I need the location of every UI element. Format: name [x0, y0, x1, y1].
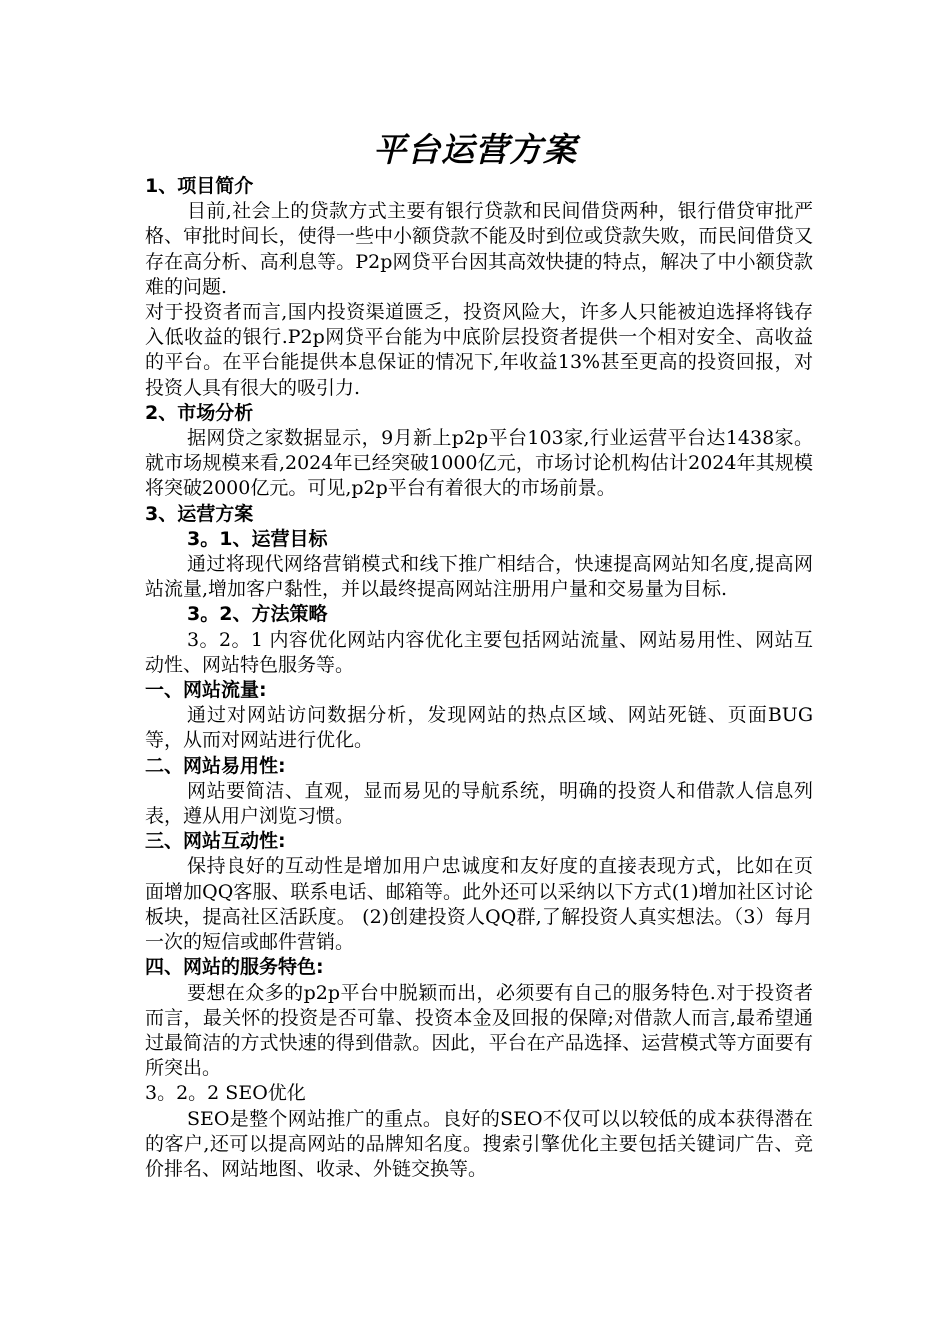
subsection-heading-3-2-2: 3。2。2 SEO优化	[145, 1082, 306, 1105]
paragraph-usability: 网站要简洁、直观，显而易见的导航系统，明确的投资人和借款人信息列表，遵从用户浏览习惯。	[145, 779, 813, 828]
document-title: 平台运营方案	[373, 130, 577, 169]
paragraph-interactivity: 保持良好的互动性是增加用户忠诚度和友好度的直接表现方式，比如在页面增加QQ客服、联系电话、邮箱等。此外还可以采纳以下方式(1)增加社区讨论板块，提高社区活跃度。 (2)创建投资人QQ群,了解投资人真实想法。（3）每月一次的短信或邮件营销。	[145, 855, 813, 954]
paragraph-traffic: 通过对网站访问数据分析，发现网站的热点区域、网站死链、页面BUG等，从而对网站进行优化。	[145, 704, 813, 752]
item-heading-interactivity: 三、网站互动性:	[145, 830, 286, 853]
section-heading-2: 2、市场分析	[145, 401, 254, 424]
document-body	[145, 174, 813, 1182]
section-heading-1: 1、项目简介	[145, 175, 254, 197]
subsection-heading-3-2: 3。2、方法策略	[187, 603, 328, 626]
item-heading-service: 四、网站的服务特色:	[145, 956, 324, 979]
item-heading-usability: 二、网站易用性:	[145, 754, 286, 777]
paragraph-1-2: 对于投资者而言,国内投资渠道匮乏，投资风险大，许多人只能被迫选择将钱存入低收益的银行.P2p网贷平台能为中底阶层投资者提供一个相对安全、高收益的平台。在平台能提供本息保证的情况下,年收益13%甚至更高的投资回报，对投资人具有很大的吸引力.	[145, 301, 813, 399]
paragraph-service: 要想在众多的p2p平台中脱颖而出，必须要有自己的服务特色.对于投资者而言，最关怀的投资是否可靠、投资本金及回报的保障;对借款人而言,最希望通过最简洁的方式快速的得到借款。因此，平台在产品选择、运营模式等方面要有所突出。	[145, 981, 813, 1080]
paragraph-3-2-1: 3。2。1 内容优化网站内容优化主要包括网站流量、网站易用性、网站互动性、网站特色服务等。	[145, 628, 813, 676]
item-heading-traffic: 一、网站流量:	[145, 679, 267, 702]
subsection-heading-3-1: 3。1、运营目标	[187, 527, 328, 550]
paragraph-1-1: 目前,社会上的贷款方式主要有银行贷款和民间借贷两种，银行借贷审批严格、审批时间长，使得一些中小额贷款不能及时到位或贷款失败，而民间借贷又存在高分析、高利息等。P2p网贷平台因其高效快捷的特点，解决了中小额贷款难的问题.	[145, 200, 813, 298]
paragraph-3-1: 通过将现代网络营销模式和线下推广相结合，快速提高网站知名度,提高网站流量,增加客户黏性，并以最终提高网站注册用户量和交易量为目标.	[145, 553, 813, 601]
section-heading-3: 3、运营方案	[145, 502, 254, 525]
paragraph-seo: SEO是整个网站推广的重点。良好的SEO不仅可以以较低的成本获得潜在的客户,还可以提高网站的品牌知名度。搜索引擎优化主要包括关键词广告、竞价排名、网站地图、收录、外链交换等。	[145, 1107, 813, 1180]
paragraph-2-1: 据网贷之家数据显示，9月新上p2p平台103家,行业运营平台达1438家。就市场规模来看,2024年已经突破1000亿元，市场讨论机构估计2024年其规模将突破2000亿元。可见,p2p平台有着很大的市场前景。	[145, 427, 813, 500]
